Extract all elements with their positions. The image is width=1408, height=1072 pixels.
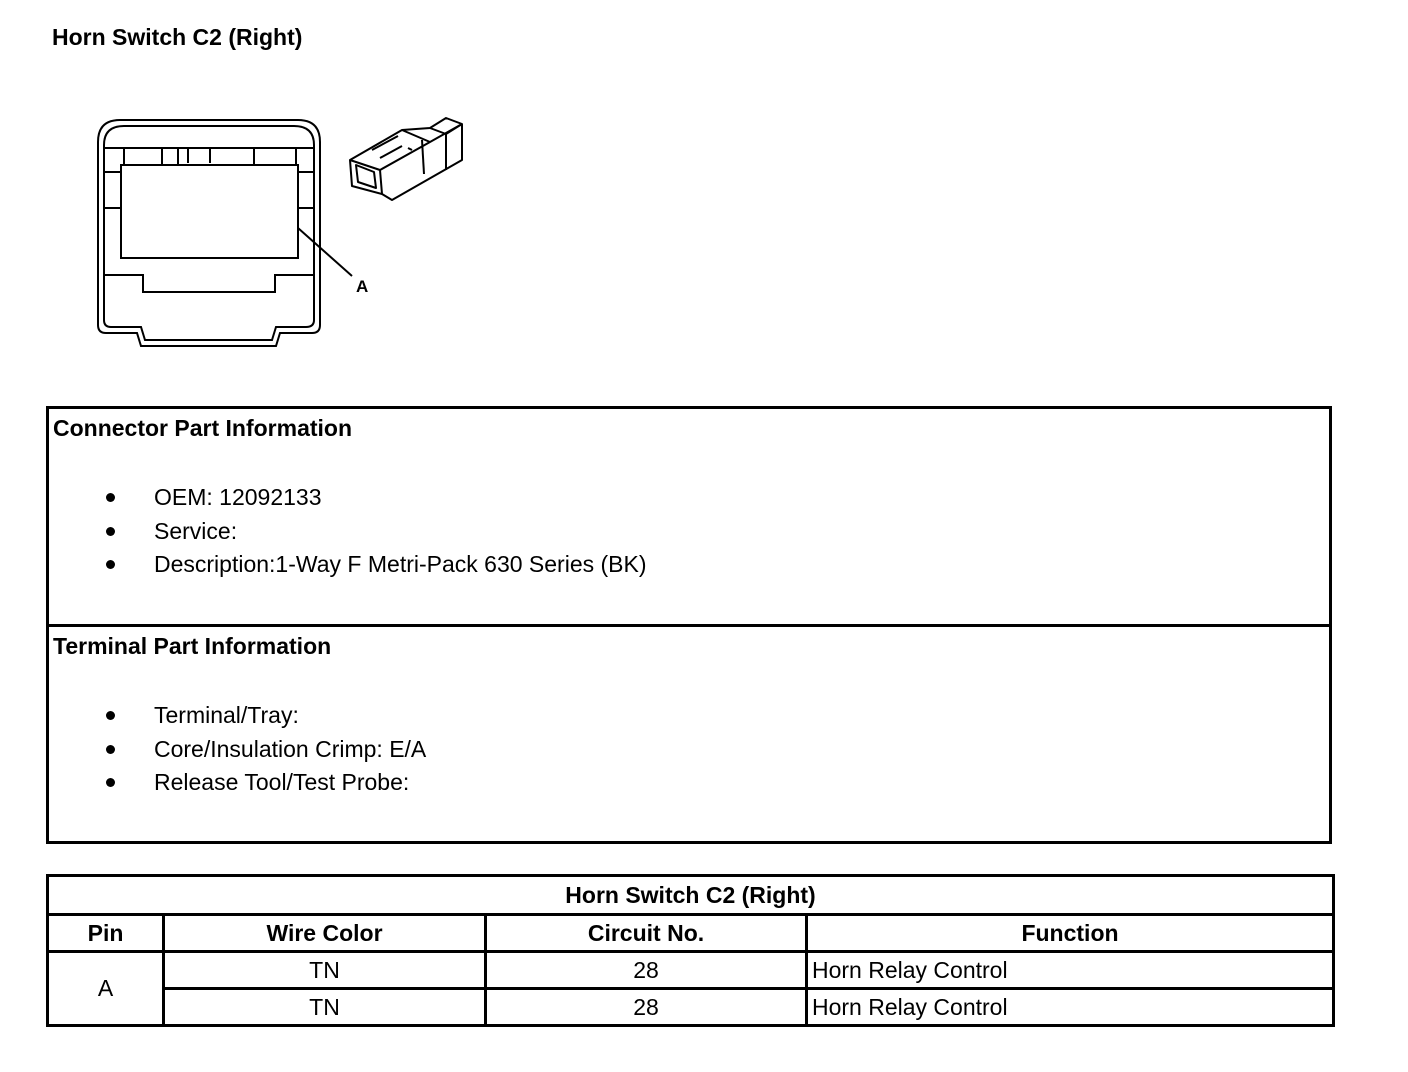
function-cell: Horn Relay Control: [807, 989, 1334, 1026]
column-header-function: Function: [807, 915, 1334, 952]
table-row: [48, 989, 1334, 1026]
circuit-cell: 28: [486, 952, 807, 989]
callout-label: A: [356, 277, 369, 296]
table-row: [48, 952, 1334, 989]
connector-description: Description:1-Way F Metri-Pack 630 Series (BK): [154, 551, 647, 577]
connector-info-title: Connector Part Information: [53, 415, 353, 441]
connector-service: Service:: [154, 517, 238, 544]
bullet-icon: [106, 527, 115, 536]
part-info-box: [46, 406, 1332, 844]
column-header-pin: Pin: [48, 915, 164, 952]
pin-cell: A: [48, 952, 164, 1026]
wire-color-cell: TN: [164, 989, 486, 1026]
table-caption: Horn Switch C2 (Right): [48, 876, 1334, 915]
connector-part-info: [49, 409, 1329, 624]
terminal-tray: Terminal/Tray:: [154, 702, 299, 728]
page-title: Horn Switch C2 (Right): [52, 24, 303, 50]
bullet-icon: [106, 493, 115, 502]
function-cell: Horn Relay Control: [807, 952, 1334, 989]
connector-diagram: [0, 0, 520, 380]
connector-oem: OEM: 12092133: [154, 484, 322, 510]
terminal-crimp: Core/Insulation Crimp: E/A: [154, 735, 427, 762]
terminal-info-title: Terminal Part Information: [53, 633, 332, 659]
circuit-cell: 28: [486, 989, 807, 1026]
pin-table: [46, 874, 1335, 1027]
terminal-part-info: [49, 624, 1329, 844]
bullet-icon: [106, 711, 115, 720]
bullet-icon: [106, 778, 115, 787]
column-header-wire-color: Wire Color: [164, 915, 486, 952]
wire-color-cell: TN: [164, 952, 486, 989]
terminal-release-tool: Release Tool/Test Probe:: [154, 769, 410, 795]
bullet-icon: [106, 745, 115, 754]
table-header-row: [48, 915, 1334, 952]
column-header-circuit: Circuit No.: [486, 915, 807, 952]
bullet-icon: [106, 560, 115, 569]
